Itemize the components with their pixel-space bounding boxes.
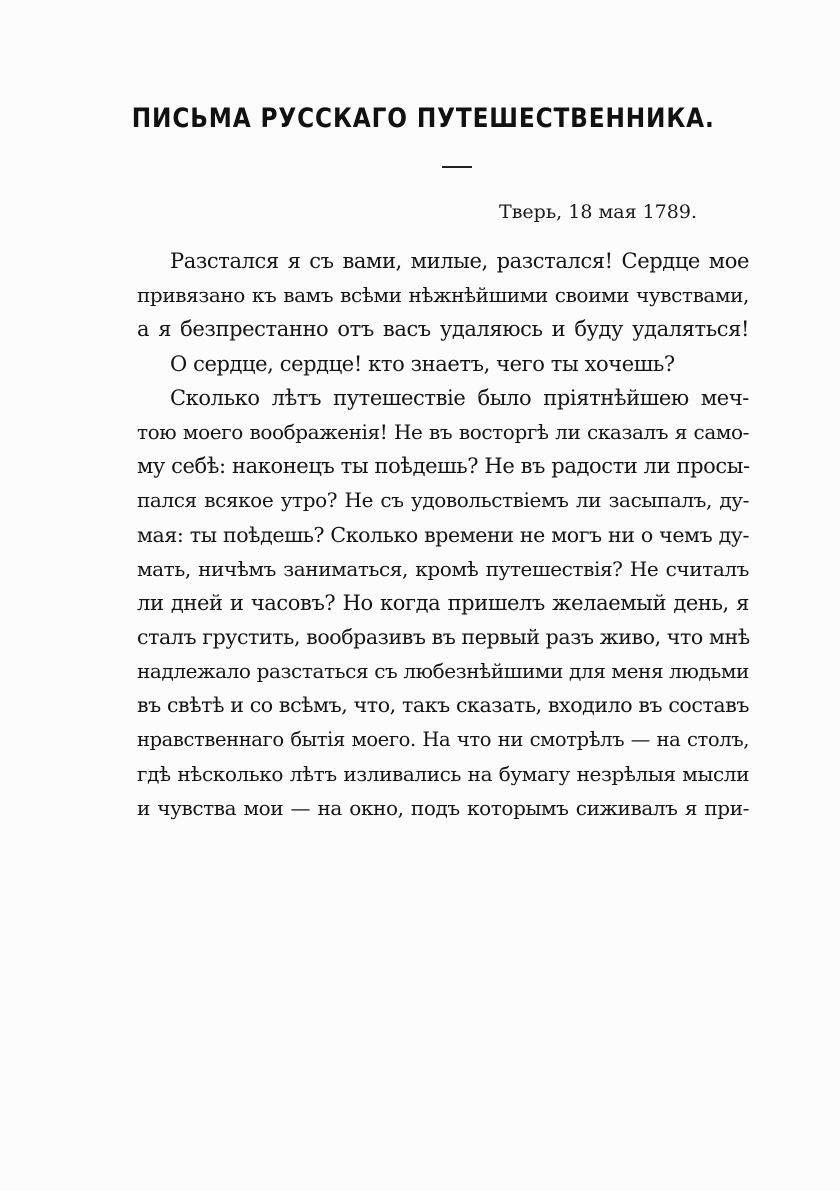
text-line: нравственнаго бытія моего. На что ни смотрѣлъ — на столъ, — [137, 727, 749, 751]
text-line: привязано къ вамъ всѣми нѣжнѣйшими своими чувствами, — [137, 283, 749, 308]
text-line: и чувства мои — на окно, подъ которымъ сиживалъ я при- — [137, 796, 749, 820]
text-line: О сердце, сердце! кто знаетъ, чего ты хочешь? — [170, 351, 675, 376]
text-line: пался всякое утро? Не съ удовольствіемъ ли засыпалъ, ду- — [137, 488, 749, 513]
letter-body — [137, 244, 749, 825]
text-line: му себѣ: наконецъ ты поѣдешь? Не въ радости ли просы- — [137, 454, 750, 479]
letter-dateline: Тверь, 18 мая 1789. — [499, 201, 697, 223]
text-line: надлежало разстаться съ любезнѣйшими для меня людьми — [137, 659, 749, 684]
text-line: тою моего воображенія! Не въ восторгѣ ли сказалъ я само- — [137, 419, 749, 444]
text-line: Разстался я съ вами, милые, разстался! Сердце мое — [170, 249, 749, 273]
text-line: Сколько лѣтъ путешествіе было пріятнѣйшею меч- — [170, 385, 749, 410]
page-title: ПИСЬМА РУССКАГО ПУТЕШЕСТВЕННИКА. — [131, 103, 715, 134]
text-line: сталъ грустить, вообразивъ въ первый разъ живо, что мнѣ — [137, 625, 750, 650]
text-line: гдѣ нѣсколько лѣтъ изливались на бумагу незрѣлыя мысли — [137, 761, 749, 786]
text-line: а я безпрестанно отъ васъ удаляюсь и буду удаляться! — [137, 317, 749, 342]
text-line: ли дней и часовъ? Но когда пришелъ желаемый день, я — [137, 590, 749, 615]
title-divider — [442, 166, 472, 168]
text-line: мать, ничѣмъ заниматься, кромѣ путешествія? Не считалъ — [137, 556, 749, 581]
text-line: мая: ты поѣдешь? Сколько времени не могъ ни о чемъ ду- — [137, 522, 749, 547]
text-line: въ свѣтѣ и со всѣмъ, что, такъ сказать, входило въ составъ — [137, 693, 749, 718]
